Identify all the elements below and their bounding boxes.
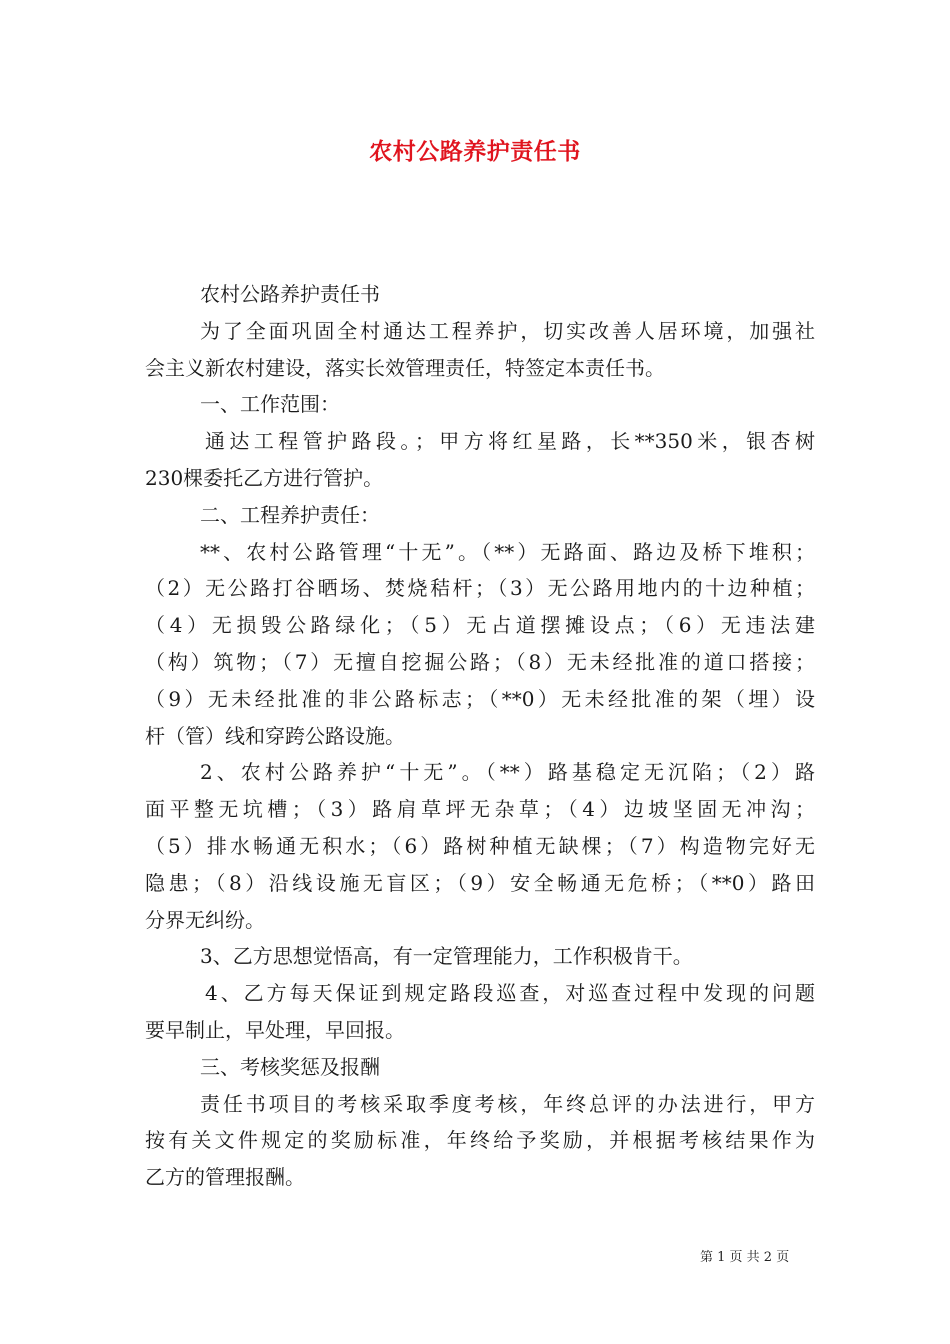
paragraph-line: 分界无纠纷。 (145, 907, 265, 932)
section-heading-assessment: 三、考核奖惩及报酬 (200, 1054, 380, 1079)
paragraph-line: 为了全面巩固全村通达工程养护，切实改善人居环境，加强社 (200, 318, 815, 343)
paragraph-line: 杆（管）线和穿跨公路设施。 (145, 723, 405, 748)
document-title: 农村公路养护责任书 (369, 138, 581, 165)
paragraph-line: 面平整无坑槽；（3）路肩草坪无杂草；（4）边坡坚固无冲沟； (145, 797, 815, 822)
paragraph-line: **、农村公路管理“十无”。（**）无路面、路边及桥下堆积； (200, 539, 815, 564)
paragraph-line: 4、乙方每天保证到规定路段巡查，对巡查过程中发现的问题 (205, 981, 815, 1006)
page-indicator: 第 1 页 共 2 页 (700, 1250, 790, 1265)
paragraph-line: （9）无未经批准的非公路标志；（**0）无未经批准的架（埋）设 (145, 686, 815, 711)
paragraph-line: 会主义新农村建设，落实长效管理责任，特签定本责任书。 (145, 355, 665, 380)
paragraph-line: 2、农村公路养护“十无”。（**）路基稳定无沉陷；（2）路 (200, 760, 815, 785)
paragraph-line: 通达工程管护路段。；甲方将红星路，长**350米，银杏树 (205, 429, 815, 454)
paragraph-line: （2）无公路打谷晒场、焚烧秸杆；（3）无公路用地内的十边种植； (145, 576, 815, 601)
paragraph-line: （5）排水畅通无积水；（6）路树种植无缺棵；（7）构造物完好无 (145, 833, 815, 858)
paragraph-line: 乙方的管理报酬。 (145, 1165, 305, 1190)
section-heading-responsibility: 二、工程养护责任： (200, 502, 380, 527)
paragraph-line: 按有关文件规定的奖励标准，年终给予奖励，并根据考核结果作为 (145, 1128, 815, 1153)
paragraph-line: （构）筑物；（7）无擅自挖掘公路；（8）无未经批准的道口搭接； (145, 649, 815, 674)
paragraph-line: 隐患；（8）沿线设施无盲区；（9）安全畅通无危桥；（**0）路田 (145, 870, 815, 895)
paragraph-line: 要早制止，早处理，早回报。 (145, 1017, 405, 1042)
paragraph-line: 责任书项目的考核采取季度考核，年终总评的办法进行，甲方 (200, 1091, 815, 1116)
body-heading: 农村公路养护责任书 (200, 282, 380, 306)
paragraph-line: 230棵委托乙方进行管护。 (145, 465, 384, 490)
paragraph-line: （4）无损毁公路绿化；（5）无占道摆摊设点；（6）无违法建 (145, 613, 815, 638)
section-heading-scope: 一、工作范围： (200, 392, 340, 417)
paragraph-line: 3、乙方思想觉悟高，有一定管理能力，工作积极肯干。 (200, 944, 693, 969)
document-body (145, 276, 815, 1196)
